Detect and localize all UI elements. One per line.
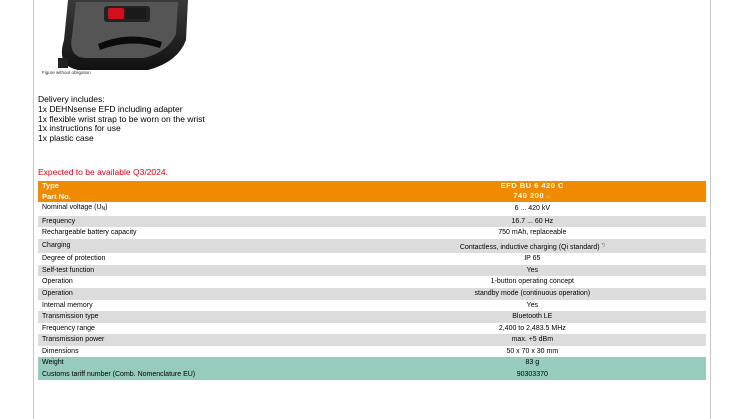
spec-label: Operation (38, 276, 359, 288)
spec-label: Frequency (38, 216, 359, 228)
table-row (38, 346, 706, 358)
table-row (38, 216, 706, 228)
table-row (38, 227, 706, 239)
type-value: EFD BU 6 420 C (359, 181, 706, 191)
spec-value: standby mode (continuous operation) (359, 288, 706, 300)
spec-value: max. +5 dBm (359, 334, 706, 346)
table-row (38, 334, 706, 346)
table-row (38, 311, 706, 323)
spec-value: 2,400 to 2,483.5 MHz (359, 323, 706, 335)
availability-notice: Expected to be available Q3/2024. (38, 167, 168, 177)
part-number-value[interactable]: 740 200 (513, 190, 545, 200)
spec-value: IP 65 (359, 253, 706, 265)
spec-label: Internal memory (38, 300, 359, 312)
spec-value: Yes (359, 300, 706, 312)
spec-value-cell (359, 239, 706, 254)
spec-value: 50 x 70 x 30 mm (359, 346, 706, 358)
spec-label: Transmission power (38, 334, 359, 346)
delivery-item: 1x plastic case (38, 133, 94, 144)
spec-value: 1-button operating concept (359, 276, 706, 288)
spec-label: Nominal voltage $(U_N)$ (38, 202, 359, 216)
footnote-marker: *) (601, 241, 605, 247)
part-number-row (38, 191, 706, 203)
table-row (38, 300, 706, 312)
spec-value: Contactless, inductive charging (Qi standard) (459, 243, 600, 251)
table-row (38, 276, 706, 288)
spec-label: Self-test function (38, 265, 359, 277)
delivery-item: 1x DEHNsense EFD including adapter (38, 103, 183, 114)
spec-value: Yes (359, 265, 706, 277)
spec-value: 90303370 (359, 369, 706, 381)
delivery-item: 1x instructions for use (38, 123, 121, 134)
table-row (38, 369, 706, 381)
table-row (38, 357, 706, 369)
table-row (38, 323, 706, 335)
spec-label: Dimensions (38, 346, 359, 358)
part-number-cell (359, 191, 706, 203)
spec-label: Charging (38, 239, 359, 254)
table-row (38, 265, 706, 277)
spec-value: 6 ... 420 kV (359, 202, 706, 216)
spec-label: Weight (38, 357, 359, 369)
type-label: Type (38, 181, 359, 191)
delivery-heading: Delivery includes: (38, 94, 105, 104)
part-number-label: Part No. (38, 191, 359, 203)
table-row (38, 202, 706, 216)
delivery-item: 1x flexible wrist strap to be worn on the wrist (38, 113, 205, 124)
spec-value: 750 mAh, replaceable (359, 227, 706, 239)
external-link-icon: ▭ (546, 193, 552, 200)
product-case-image (38, 0, 198, 78)
spec-label: Customs tariff number (Comb. Nomenclature EU) (38, 369, 359, 381)
spec-value: 83 g (359, 357, 706, 369)
datasheet-page (33, 0, 711, 419)
technical-data-table (38, 181, 706, 380)
delivery-contents (38, 95, 205, 144)
spec-label: Operation (38, 288, 359, 300)
table-row (38, 253, 706, 265)
table-row (38, 239, 706, 254)
spec-value: 16.7 ... 60 Hz (359, 216, 706, 228)
spec-label: Frequency range (38, 323, 359, 335)
type-row (38, 181, 706, 191)
spec-label: Transmission type (38, 311, 359, 323)
table-row (38, 288, 706, 300)
figure-caption: Figure without obligation (42, 70, 91, 75)
spec-label: Rechargeable battery capacity (38, 227, 359, 239)
spec-label: Degree of protection (38, 253, 359, 265)
spec-value: Bluetooth LE (359, 311, 706, 323)
